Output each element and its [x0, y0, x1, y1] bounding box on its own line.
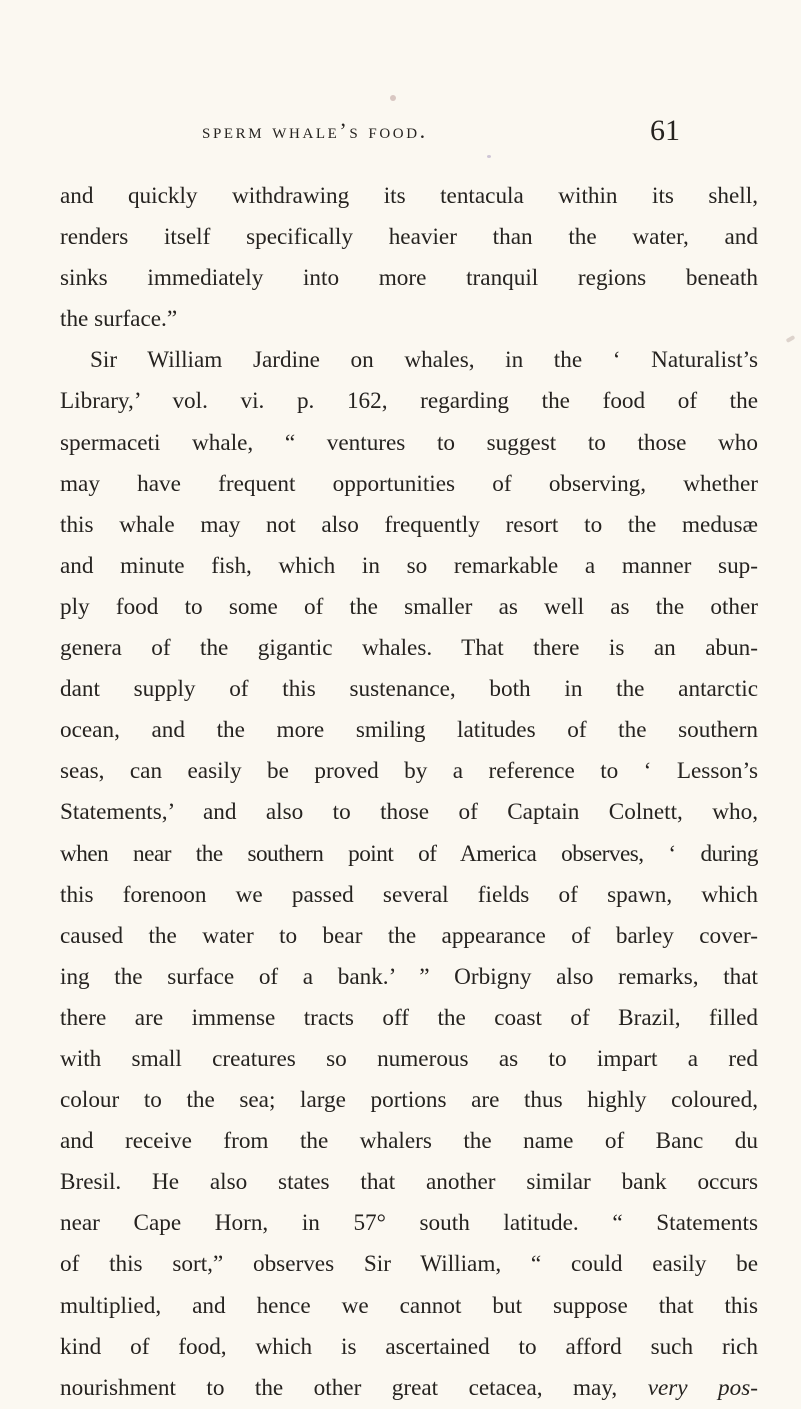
paragraph-first-line: Sir William Jardine on whales, in the ‘ Naturalist’s — [90, 347, 758, 374]
text-line: dant supply of this sustenance, both in the antarctic — [60, 676, 758, 703]
final-line-italic: very pos- — [647, 1374, 758, 1401]
final-text-line — [60, 1368, 758, 1409]
text-line: renders itself specifically heavier than the water, and — [60, 224, 758, 251]
paper-speck — [786, 335, 796, 343]
text-line: with small creatures so numerous as to impart a red — [60, 1045, 758, 1072]
text-line: of this sort,” observes Sir William, “ could easily be — [60, 1251, 758, 1278]
text-line: when near the southern point of America observes, ‘ during — [60, 840, 758, 867]
final-line-roman: nourishment to the other great cetacea, may, — [60, 1374, 618, 1401]
body-text — [60, 176, 758, 1409]
text-line: this whale may not also frequently resort to the medusæ — [60, 511, 758, 538]
text-line: may have frequent opportunities of observing, whether — [60, 470, 758, 497]
text-line: ply food to some of the smaller as well as the other — [60, 593, 758, 620]
text-line: Library,’ vol. vi. p. 162, regarding the food of the — [60, 388, 758, 415]
text-line: this forenoon we passed several fields of spawn, which — [60, 881, 758, 908]
text-line: caused the water to bear the appearance of barley cover- — [60, 922, 758, 949]
text-line: there are immense tracts off the coast of Brazil, filled — [60, 1004, 758, 1031]
text-line: Bresil. He also states that another similar bank occurs — [60, 1169, 758, 1196]
text-line: spermaceti whale, “ ventures to suggest to those who — [60, 429, 758, 456]
text-line: seas, can easily be proved by a reference to ‘ Lesson’s — [60, 758, 758, 785]
running-title: sperm whale’s food. — [202, 118, 428, 143]
text-line: Statements,’ and also to those of Captain Colnett, who, — [60, 799, 758, 826]
text-line: genera of the gigantic whales. That there is an abun- — [60, 635, 758, 662]
paper-speck — [390, 95, 396, 101]
text-line: ocean, and the more smiling latitudes of the southern — [60, 717, 758, 744]
text-line: and receive from the whalers the name of Banc du — [60, 1128, 758, 1155]
text-line: sinks immediately into more tranquil regions beneath — [60, 265, 758, 292]
text-line: and minute fish, which in so remarkable a manner sup- — [60, 552, 758, 579]
text-line: near Cape Horn, in 57° south latitude. “ Statements — [60, 1210, 758, 1237]
text-line: multiplied, and hence we cannot but suppose that this — [60, 1292, 758, 1319]
page-number: 61 — [650, 114, 680, 147]
text-line: colour to the sea; large portions are thus highly coloured, — [60, 1087, 758, 1114]
text-line: the surface.” — [60, 306, 178, 333]
text-line: and quickly withdrawing its tentacula within its shell, — [60, 183, 758, 209]
text-line: ing the surface of a bank.’ ” Orbigny also remarks, that — [60, 963, 758, 990]
text-line: kind of food, which is ascertained to afford such rich — [60, 1333, 758, 1360]
running-head — [180, 116, 680, 156]
